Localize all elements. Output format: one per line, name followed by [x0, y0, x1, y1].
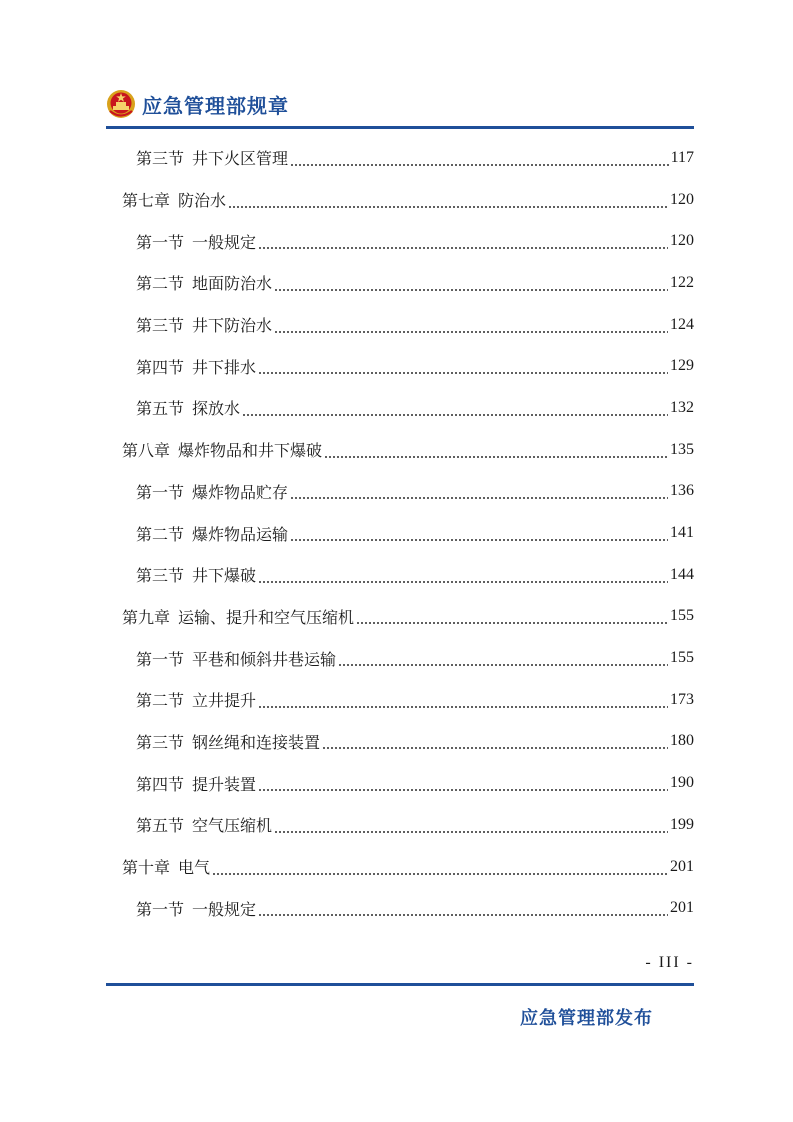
- toc-page-number: 129: [670, 357, 694, 375]
- toc-entry-title: [136, 813, 272, 836]
- toc-entry-title: [136, 313, 272, 336]
- toc-page-number: 124: [670, 315, 694, 333]
- toc-entry-label: 第一节: [136, 232, 185, 252]
- toc-entry-text: 井下排水: [192, 357, 257, 377]
- toc-page-number: 155: [670, 607, 694, 625]
- toc-section-entry[interactable]: [106, 387, 694, 429]
- toc-entry-label: 第三节: [136, 316, 185, 336]
- toc-entry-label: 第九章: [122, 607, 171, 627]
- toc-entry-label: 第一节: [136, 649, 185, 669]
- toc-dot-leader: [356, 613, 668, 625]
- page-number: - III -: [645, 954, 694, 971]
- toc-section-entry[interactable]: [106, 637, 694, 679]
- toc-dot-leader: [242, 405, 668, 417]
- toc-entry-label: 第五节: [136, 816, 185, 836]
- toc-entry-title: [136, 897, 256, 920]
- toc-entry-title: [136, 271, 272, 294]
- toc-page-number: 136: [670, 482, 694, 500]
- toc-dot-leader: [290, 155, 669, 167]
- toc-entry-label: 第三节: [136, 566, 185, 586]
- toc-entry-title: [122, 438, 322, 461]
- toc-entry-label: 第二节: [136, 274, 185, 294]
- toc-entry-title: [136, 647, 336, 670]
- toc-dot-leader: [228, 197, 668, 209]
- toc-entry-title: [122, 855, 210, 878]
- toc-section-entry[interactable]: [106, 721, 694, 763]
- toc-entry-text: 钢丝绳和连接装置: [192, 732, 321, 752]
- toc-page-number: 122: [670, 273, 694, 291]
- toc-section-entry[interactable]: [106, 262, 694, 304]
- toc-entry-text: 立井提升: [192, 691, 257, 711]
- toc-page-number: 155: [670, 649, 694, 667]
- toc-entry-label: 第四节: [136, 357, 185, 377]
- toc-section-entry[interactable]: [106, 220, 694, 262]
- footer-publisher: 应急管理部发布: [520, 1008, 653, 1029]
- toc-page-number: 132: [670, 398, 694, 416]
- toc-dot-leader: [258, 238, 668, 250]
- toc-entry-title: [122, 605, 354, 628]
- toc-entry-text: 提升装置: [192, 774, 257, 794]
- toc-page-number: 117: [670, 148, 694, 166]
- toc-entry-label: 第一节: [136, 482, 185, 502]
- toc-entry-title: [136, 480, 288, 503]
- toc-entry-text: 空气压缩机: [192, 816, 273, 836]
- toc-entry-text: 探放水: [192, 399, 241, 419]
- toc-page-number: 144: [670, 565, 694, 583]
- toc-entry-title: [136, 730, 320, 753]
- toc-page-number: 201: [670, 857, 694, 875]
- toc-dot-leader: [274, 822, 668, 834]
- toc-entry-label: 第四节: [136, 774, 185, 794]
- toc-entry-text: 井下防治水: [192, 316, 273, 336]
- toc-entry-text: 爆炸物品贮存: [192, 482, 289, 502]
- toc-dot-leader: [290, 488, 668, 500]
- toc-dot-leader: [274, 280, 668, 292]
- toc-section-entry[interactable]: [106, 512, 694, 554]
- toc-page-number: 141: [670, 524, 694, 542]
- toc-entry-title: [136, 230, 256, 253]
- toc-dot-leader: [290, 530, 668, 542]
- toc-chapter-entry[interactable]: [106, 179, 694, 221]
- toc-section-entry[interactable]: [106, 679, 694, 721]
- toc-entry-label: 第二节: [136, 691, 185, 711]
- toc-entry-title: [136, 772, 256, 795]
- toc-entry-title: [136, 355, 256, 378]
- toc-entry-title: [136, 563, 256, 586]
- toc-entry-text: 爆炸物品和井下爆破: [178, 441, 323, 461]
- header: [106, 84, 289, 124]
- toc-dot-leader: [338, 655, 668, 667]
- toc-entry-label: 第七章: [122, 191, 171, 211]
- toc-page-number: 135: [670, 440, 694, 458]
- toc-section-entry[interactable]: [106, 345, 694, 387]
- toc-entry-title: [136, 522, 288, 545]
- toc-entry-text: 井下火区管理: [192, 149, 289, 169]
- toc-entry-label: 第三节: [136, 732, 185, 752]
- toc-dot-leader: [258, 780, 668, 792]
- toc-entry-text: 一般规定: [192, 899, 257, 919]
- toc-page-number: 199: [670, 815, 694, 833]
- toc-entry-title: [136, 688, 256, 711]
- toc-section-entry[interactable]: [106, 554, 694, 596]
- toc-section-entry[interactable]: [106, 804, 694, 846]
- toc-section-entry[interactable]: [106, 762, 694, 804]
- toc-entry-text: 井下爆破: [192, 566, 257, 586]
- toc-dot-leader: [258, 572, 668, 584]
- toc-dot-leader: [322, 738, 668, 750]
- table-of-contents: [106, 137, 694, 929]
- toc-entry-label: 第五节: [136, 399, 185, 419]
- toc-page-number: 173: [670, 690, 694, 708]
- toc-entry-text: 一般规定: [192, 232, 257, 252]
- toc-entry-label: 第十章: [122, 858, 171, 878]
- toc-section-entry[interactable]: [106, 887, 694, 929]
- toc-section-entry[interactable]: [106, 471, 694, 513]
- toc-entry-text: 电气: [178, 858, 211, 878]
- toc-entry-label: 第二节: [136, 524, 185, 544]
- toc-chapter-entry[interactable]: [106, 429, 694, 471]
- national-emblem-icon: [106, 89, 136, 119]
- toc-entry-title: [122, 188, 226, 211]
- toc-dot-leader: [324, 447, 668, 459]
- toc-entry-text: 平巷和倾斜井巷运输: [192, 649, 337, 669]
- toc-page-number: 120: [670, 190, 694, 208]
- toc-entry-text: 爆炸物品运输: [192, 524, 289, 544]
- toc-entry-title: [136, 146, 288, 169]
- toc-entry-title: [136, 396, 240, 419]
- toc-page-number: 190: [670, 774, 694, 792]
- toc-page-number: 120: [670, 232, 694, 250]
- header-divider: [106, 126, 694, 129]
- toc-section-entry[interactable]: [106, 304, 694, 346]
- toc-entry-text: 运输、提升和空气压缩机: [178, 607, 355, 627]
- toc-page-number: 201: [670, 899, 694, 917]
- toc-entry-label: 第三节: [136, 149, 185, 169]
- toc-chapter-entry[interactable]: [106, 596, 694, 638]
- toc-page-number: 180: [670, 732, 694, 750]
- toc-entry-label: 第一节: [136, 899, 185, 919]
- toc-section-entry[interactable]: [106, 137, 694, 179]
- toc-entry-text: 地面防治水: [192, 274, 273, 294]
- toc-entry-text: 防治水: [178, 191, 227, 211]
- toc-entry-label: 第八章: [122, 441, 171, 461]
- toc-dot-leader: [212, 864, 668, 876]
- toc-dot-leader: [258, 697, 668, 709]
- toc-dot-leader: [258, 905, 668, 917]
- header-title: 应急管理部规章: [142, 93, 289, 118]
- toc-dot-leader: [258, 363, 668, 375]
- toc-chapter-entry[interactable]: [106, 846, 694, 888]
- footer-divider: [106, 983, 694, 986]
- toc-dot-leader: [274, 322, 668, 334]
